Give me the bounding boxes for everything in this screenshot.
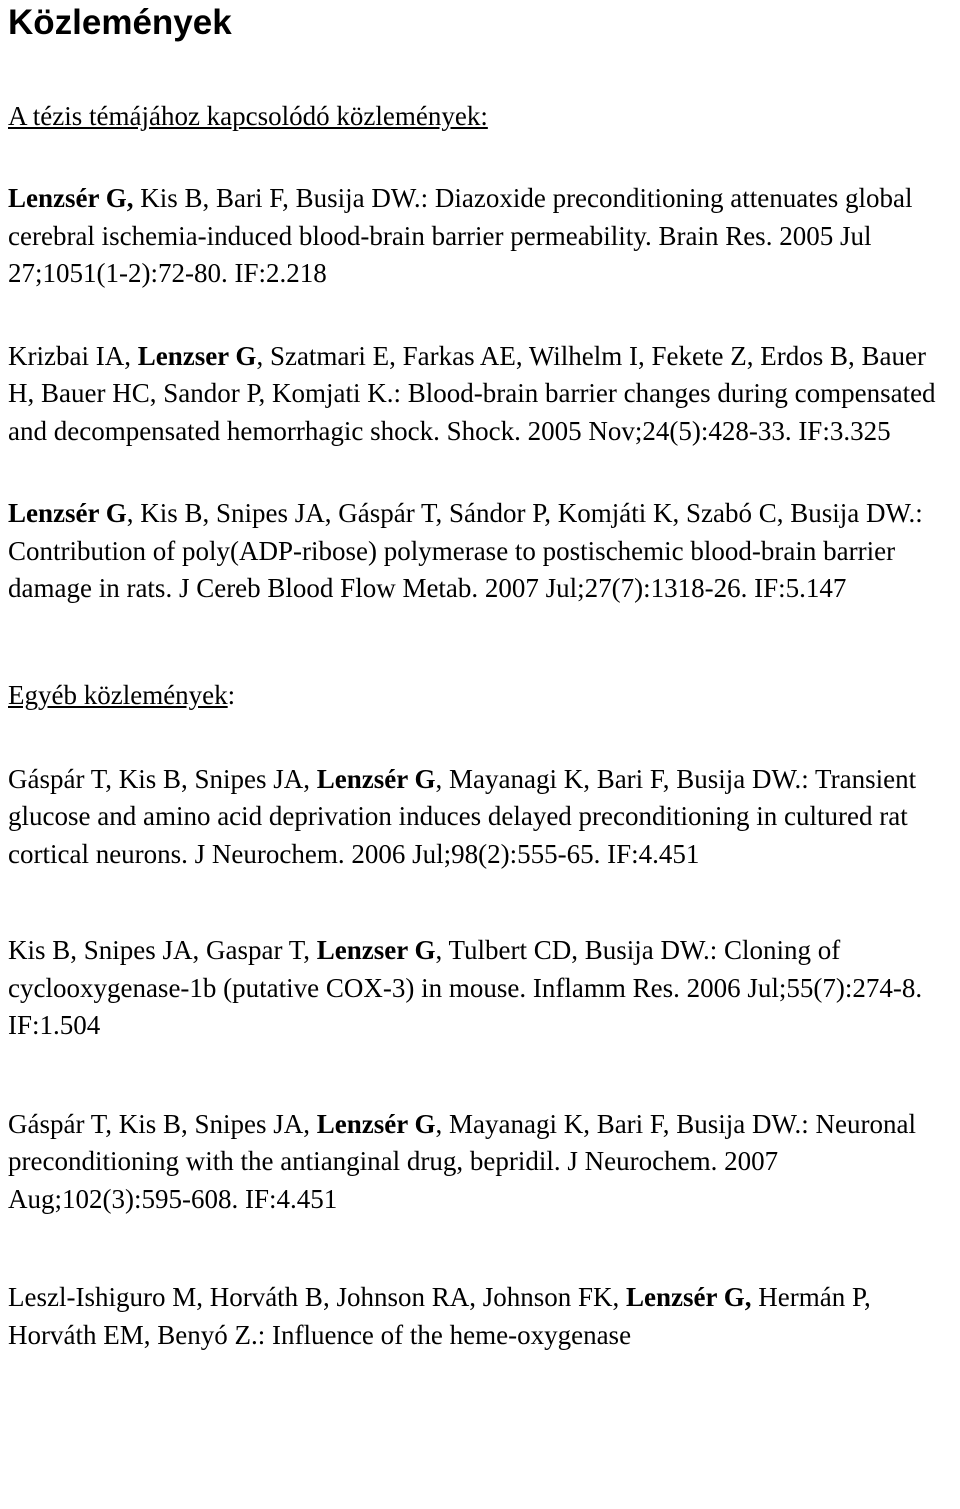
section-heading-other [8, 677, 958, 714]
authors: Gáspár T, Kis B, Snipes JA, [8, 763, 317, 794]
publication-details: : Contribution of poly(ADP-ribose) polymerase to postischemic blood-brain barrier damage in rats. J Cereb Blood Flow Metab. 2007 Jul;27(7):1318-26. IF:5.147 [8, 498, 923, 603]
section-heading-text: Egyéb közlemények [8, 679, 228, 710]
publication-details: : Transient glucose and amino acid deprivation induces delayed preconditioning in cultured rat cortical neurons. J Neurochem. 2006 Jul;98(2):555-65. IF:4.451 [8, 763, 917, 869]
authors: , Mayanagi K, Bari F, Busija DW. [435, 1108, 802, 1139]
authors: Hermán P, Horváth EM, Benyó Z. [8, 1282, 871, 1350]
authors: Krizbai IA, [8, 340, 138, 371]
authors: Gáspár T, Kis B, Snipes JA, [8, 1108, 317, 1139]
highlighted-author: Lenzsér G, [8, 183, 134, 213]
highlighted-author: Lenzsér G, [626, 1282, 752, 1312]
document-page [8, 0, 958, 1354]
publication-entry [8, 495, 958, 608]
publication-entry [8, 1106, 958, 1219]
highlighted-author: Lenzsér G [8, 498, 127, 528]
section-heading-colon: : [227, 679, 236, 710]
page-title: Közlemények [8, 3, 232, 42]
publication-details: : Neuronal preconditioning with the antianginal drug, bepridil. J Neurochem. 2007 Aug;102(3):595-608. IF:4.451 [8, 1108, 917, 1214]
publication-details: : Influence of the heme-oxygenase [257, 1319, 632, 1350]
publication-details: : Blood-brain barrier changes during compensated and decompensated hemorrhagic shock. Shock. 2005 Nov;24(5):428-33. IF:3.325 [8, 378, 936, 446]
publication-entry [8, 932, 958, 1045]
authors: , Kis B, Snipes JA, Gáspár T, Sándor P, Komjáti K, Szabó C, Busija DW. [126, 498, 916, 528]
publication-entry [8, 180, 958, 293]
authors: , Tulbert CD, Busija DW. [435, 935, 710, 965]
authors: Leszl-Ishiguro M, Horváth B, Johnson RA, Johnson FK, [8, 1282, 626, 1312]
highlighted-author: Lenzser G [316, 935, 436, 965]
publication-details: : Diazoxide preconditioning attenuates global cerebral ischemia-induced blood-brain barrier permeability. Brain Res. 2005 Jul 27;1051(1-2):72-80. IF:2.218 [8, 183, 913, 288]
publication-entry [8, 1279, 958, 1354]
publication-details: : Cloning of cyclooxygenase-1b (putative COX-3) in mouse. Inflamm Res. 2006 Jul;55(7):274-8. IF:1.504 [8, 935, 923, 1040]
authors: Kis B, Bari F, Busija DW. [133, 183, 421, 213]
authors: , Mayanagi K, Bari F, Busija DW. [435, 763, 802, 794]
highlighted-author: Lenzsér G [316, 1108, 436, 1139]
section-heading-thesis: A tézis témájához kapcsolódó közlemények: [8, 101, 488, 131]
authors: , Szatmari E, Farkas AE, Wilhelm I, Fekete Z, Erdos B, Bauer H, Bauer HC, Sandor P, Komjati K. [8, 340, 926, 408]
authors: Kis B, Snipes JA, Gaspar T, [8, 935, 317, 965]
highlighted-author: Lenzsér G [316, 763, 436, 794]
publication-entry [8, 761, 958, 874]
publication-entry [8, 338, 958, 451]
highlighted-author: Lenzser G [137, 340, 257, 371]
